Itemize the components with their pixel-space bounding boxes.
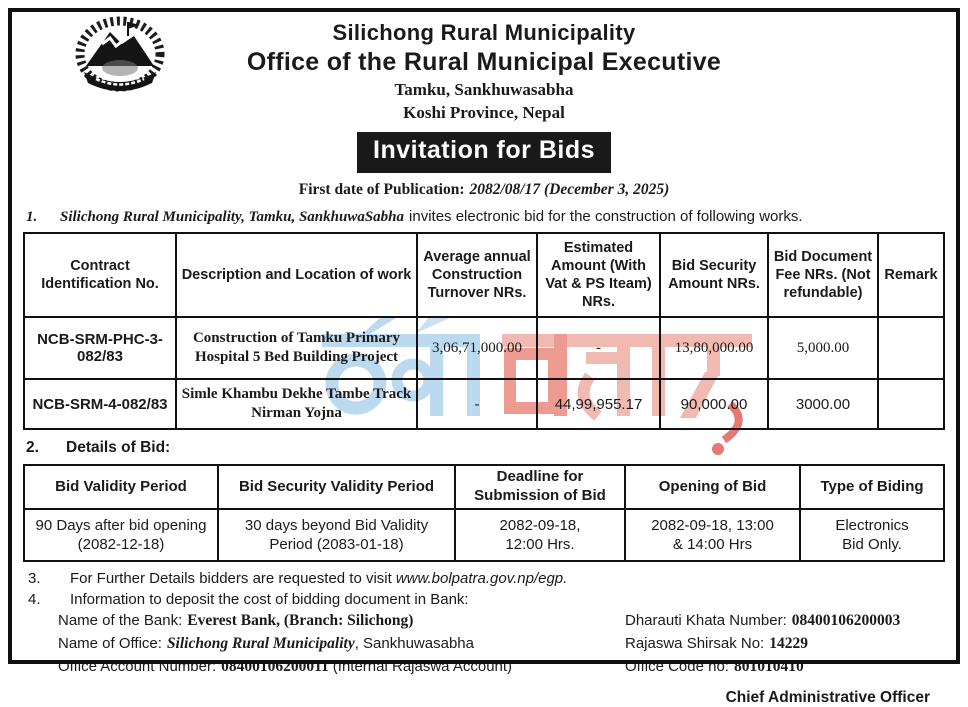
bid-header-row [24, 465, 944, 509]
col-remark: Remark [878, 233, 944, 317]
remark-cell [878, 379, 944, 429]
notes-section [28, 569, 956, 610]
nepal-emblem-icon [72, 16, 168, 101]
signature-title: Chief Administrative Officer [725, 688, 930, 706]
col-estimated: Estimated Amount (With Vat & PS Iteam) NRs. [537, 233, 660, 317]
publication-date: 2082/08/17 (December 3, 2025) [469, 181, 670, 198]
col-contract-id: Contract Identification No. [24, 233, 176, 317]
letterhead [12, 12, 956, 199]
description-cell: Construction of Tamku Primary Hospital 5 Bed Building Project [176, 317, 417, 379]
office-title: Office of the Rural Municipal Executive [246, 48, 722, 76]
security-cell: 13,80,000.00 [660, 317, 768, 379]
bid-validity-cell: 90 Days after bid opening (2082-12-18) [24, 509, 218, 561]
bid-details-table [23, 464, 945, 562]
bank-name-value: Everest Bank, (Branch: Silichong) [187, 612, 414, 630]
account-number-label: Office Account Number: [58, 657, 217, 675]
details-title: Details of Bid: [66, 439, 171, 456]
publication-line [12, 181, 956, 199]
remark-cell [878, 317, 944, 379]
description-cell: Simle Khambu Dekhe Tambe Track Nirman Yojna [176, 379, 417, 429]
office-name-value: Silichong Rural Municipality [166, 635, 355, 653]
col-bid-type: Type of Biding [800, 465, 944, 509]
office-name-suffix: , Sankhuwasabha [354, 635, 474, 653]
address-line-2: Koshi Province, Nepal [403, 103, 565, 122]
publication-label: First date of Publication: [298, 181, 465, 198]
col-bid-security: Bid Security Amount NRs. [660, 233, 768, 317]
security-cell: 90,000.00 [660, 379, 768, 429]
col-description: Description and Location of work [176, 233, 417, 317]
bolpatra-link[interactable]: www.bolpatra.gov.np/egp. [395, 570, 568, 587]
rajaswa-label: Rajaswa Shirsak No: [625, 635, 765, 653]
contract-id-cell: NCB-SRM-4-082/83 [24, 379, 176, 429]
office-name-label: Name of Office: [58, 635, 162, 653]
note3-text: For Further Details bidders are requested to visit [70, 570, 392, 587]
account-number-value: 08400106200011 [221, 657, 329, 675]
works-table [23, 232, 945, 430]
municipality-title: Silichong Rural Municipality [332, 20, 636, 45]
note3-number: 3. [28, 570, 41, 587]
works-header-row [24, 233, 944, 317]
dharauti-line [625, 610, 900, 633]
turnover-cell: - [417, 379, 537, 429]
address-line-1: Tamku, Sankhuwasabha [394, 80, 574, 99]
opening-cell: 2082-09-18, 13:00 & 14:00 Hrs [625, 509, 800, 561]
fee-cell: 5,000.00 [768, 317, 878, 379]
intro-item [26, 208, 950, 226]
col-bid-validity: Bid Validity Period [24, 465, 218, 509]
estimated-cell: - [537, 317, 660, 379]
bid-data-row [24, 509, 944, 561]
contract-id-cell: NCB-SRM-PHC-3-082/83 [24, 317, 176, 379]
dharauti-value: 08400106200003 [791, 612, 901, 630]
col-doc-fee: Bid Document Fee NRs. (Not refundable) [768, 233, 878, 317]
intro-bold-text: Silichong Rural Municipality, Tamku, SankhuwaSabha [60, 209, 405, 225]
rajaswa-line [625, 633, 900, 656]
estimated-cell: 44,99,955.17 [537, 379, 660, 429]
deadline-cell: 2082-09-18, 12:00 Hrs. [455, 509, 625, 561]
col-security-validity: Bid Security Validity Period [218, 465, 455, 509]
intro-number: 1. [26, 209, 38, 225]
document [12, 12, 956, 706]
office-code-label: Office Code no: [625, 657, 729, 675]
col-deadline: Deadline for Submission of Bid [455, 465, 625, 509]
security-validity-cell: 30 days beyond Bid Validity Period (2083-01-18) [218, 509, 455, 561]
works-row-2 [24, 379, 944, 429]
details-number: 2. [26, 439, 39, 456]
note4-number: 4. [28, 590, 41, 608]
col-opening: Opening of Bid [625, 465, 800, 509]
bank-name-label: Name of the Bank: [58, 612, 183, 630]
office-code-line [625, 656, 900, 679]
note-item-4 [28, 590, 956, 611]
fee-cell: 3000.00 [768, 379, 878, 429]
col-turnover: Average annual Construction Turnover NRs. [417, 233, 537, 317]
details-heading [26, 439, 956, 457]
intro-normal-text: invites electronic bid for the construction of following works. [409, 208, 803, 225]
works-row-1 [24, 317, 944, 379]
bank-details [58, 610, 956, 678]
dharauti-label: Dharauti Khata Number: [625, 612, 787, 630]
rajaswa-value: 14229 [769, 635, 808, 653]
bank-right-column [625, 610, 900, 678]
bid-type-cell: Electronics Bid Only. [800, 509, 944, 561]
turnover-cell: 3,06,71,000.00 [417, 317, 537, 379]
invitation-banner: Invitation for Bids [357, 132, 611, 173]
note-item-3 [28, 569, 956, 590]
office-code-value: 801010410 [733, 657, 804, 675]
note4-text: Information to deposit the cost of bidding document in Bank: [70, 590, 469, 608]
account-number-suffix: (Internal Rajaswa Account) [332, 657, 513, 675]
